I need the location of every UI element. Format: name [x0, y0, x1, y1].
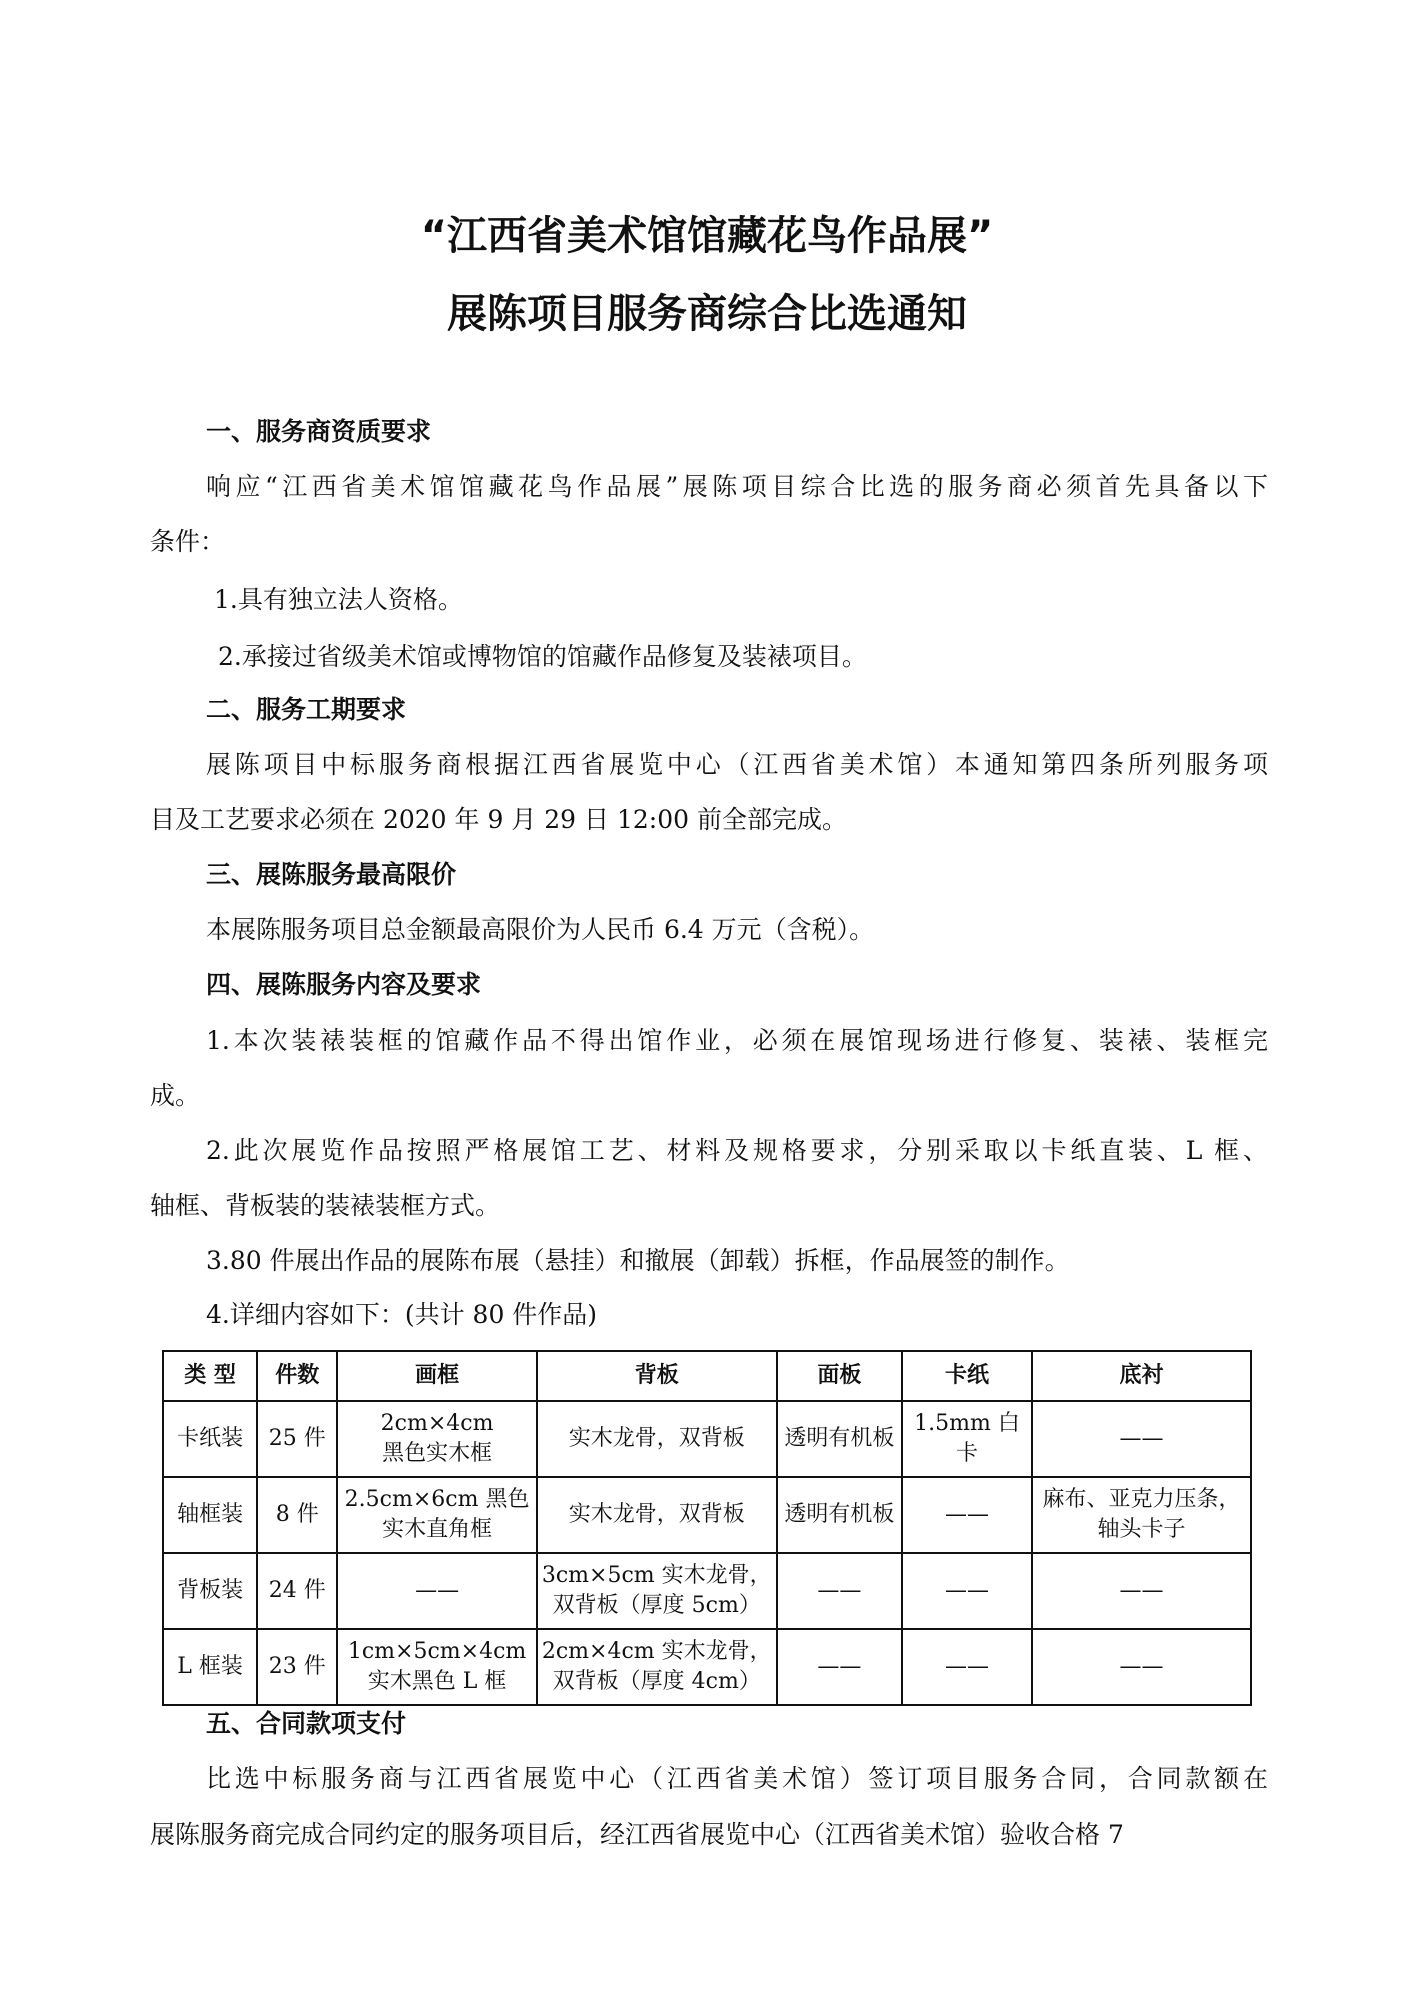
cell-frame-line-2: 黑色实木框 — [382, 1441, 493, 1466]
section-4-item-1-line-1: 1.本次装裱装框的馆藏作品不得出馆作业，必须在展馆现场进行修复、装裱、装框完 — [206, 1026, 1268, 1055]
header-cardboard: 卡纸 — [902, 1351, 1032, 1401]
cell-backboard-line-2: 双背板（厚度 4cm） — [552, 1669, 761, 1694]
cell-count: 23 件 — [257, 1629, 337, 1705]
header-lining: 底衬 — [1032, 1351, 1251, 1401]
cell-frame-line-1: —— — [415, 1578, 460, 1603]
cell-count: 24 件 — [257, 1553, 337, 1629]
cell-cardboard: —— — [902, 1629, 1032, 1705]
cell-cardboard: —— — [902, 1553, 1032, 1629]
cell-lining-line-2: 轴头卡子 — [1097, 1517, 1186, 1542]
cell-lining — [1032, 1553, 1251, 1629]
title-line-2: 展陈项目服务商综合比选通知 — [447, 291, 967, 337]
section-3-heading: 三、展陈服务最高限价 — [206, 860, 457, 889]
section-1-item-2: 2.承接过省级美术馆或博物馆的馆藏作品修复及装裱项目。 — [218, 642, 867, 671]
cell-lining-line-1: —— — [1119, 1426, 1164, 1451]
cell-lining-line-1: —— — [1119, 1654, 1164, 1679]
cell-lining-line-1: —— — [1119, 1578, 1164, 1603]
section-5-paragraph-line-1: 比选中标服务商与江西省展览中心（江西省美术馆）签订项目服务合同，合同款额在 — [206, 1764, 1268, 1793]
cell-count: 8 件 — [257, 1477, 337, 1553]
cell-backboard — [537, 1553, 777, 1629]
table-row — [163, 1477, 1251, 1553]
section-1-paragraph-line-1: 响应“江西省美术馆馆藏花鸟作品展”展陈项目综合比选的服务商必须首先具备以下 — [206, 472, 1268, 501]
section-3-paragraph: 本展陈服务项目总金额最高限价为人民币 6.4 万元（含税）。 — [206, 915, 875, 944]
cell-lining — [1032, 1477, 1251, 1553]
cell-cardboard: 1.5mm 白卡 — [902, 1401, 1032, 1477]
cell-type: 背板装 — [163, 1553, 257, 1629]
header-type: 类 型 — [163, 1351, 257, 1401]
section-1-paragraph-line-2: 条件： — [150, 527, 226, 556]
cell-frame — [337, 1629, 537, 1705]
section-1-item-1: 1.具有独立法人资格。 — [214, 585, 463, 614]
cell-count: 25 件 — [257, 1401, 337, 1477]
header-count: 件数 — [257, 1351, 337, 1401]
cell-backboard-line-1: 2cm×4cm 实木龙骨， — [541, 1639, 772, 1664]
cell-lining — [1032, 1629, 1251, 1705]
section-4-item-2-line-1: 2.此次展览作品按照严格展馆工艺、材料及规格要求，分别采取以卡纸直装、L 框、 — [206, 1136, 1268, 1165]
cell-cardboard: —— — [902, 1477, 1032, 1553]
cell-frame-line-2: 实木黑色 L 框 — [367, 1669, 507, 1694]
cell-lining — [1032, 1401, 1251, 1477]
cell-backboard — [537, 1401, 777, 1477]
header-panel: 面板 — [777, 1351, 902, 1401]
cell-backboard — [537, 1477, 777, 1553]
section-4-item-2-line-2: 轴框、背板装的装裱装框方式。 — [150, 1191, 501, 1220]
cell-frame-line-1: 1cm×5cm×4cm — [347, 1639, 527, 1664]
cell-frame-line-2: 实木直角框 — [382, 1517, 493, 1542]
section-4-item-3: 3.80 件展出作品的展陈布展（悬挂）和撤展（卸载）拆框，作品展签的制作。 — [206, 1246, 1070, 1275]
header-backboard: 背板 — [537, 1351, 777, 1401]
spec-table — [162, 1350, 1252, 1706]
section-4-item-1-line-2: 成。 — [150, 1081, 201, 1110]
table-header-row — [163, 1351, 1251, 1401]
cell-panel: —— — [777, 1629, 902, 1705]
title-line-1: “江西省美术馆馆藏花鸟作品展” — [420, 213, 994, 259]
section-1-heading: 一、服务商资质要求 — [206, 417, 432, 446]
cell-frame — [337, 1553, 537, 1629]
cell-backboard-line-1: 3cm×5cm 实木龙骨， — [541, 1563, 772, 1588]
table-row — [163, 1629, 1251, 1705]
cell-type: L 框装 — [163, 1629, 257, 1705]
header-frame: 画框 — [337, 1351, 537, 1401]
table-row — [163, 1553, 1251, 1629]
cell-backboard-line-2: 双背板（厚度 5cm） — [552, 1593, 761, 1618]
cell-frame — [337, 1401, 537, 1477]
table-row — [163, 1401, 1251, 1477]
cell-panel: 透明有机板 — [777, 1477, 902, 1553]
section-2-paragraph-line-1: 展陈项目中标服务商根据江西省展览中心（江西省美术馆）本通知第四条所列服务项 — [206, 750, 1268, 779]
cell-panel: 透明有机板 — [777, 1401, 902, 1477]
cell-type: 卡纸装 — [163, 1401, 257, 1477]
cell-backboard — [537, 1629, 777, 1705]
section-4-heading: 四、展陈服务内容及要求 — [206, 970, 482, 999]
cell-lining-line-1: 麻布、亚克力压条， — [1042, 1487, 1241, 1512]
section-5-heading: 五、合同款项支付 — [206, 1709, 407, 1738]
cell-type: 轴框装 — [163, 1477, 257, 1553]
section-2-paragraph-line-2: 目及工艺要求必须在 2020 年 9 月 29 日 12:00 前全部完成。 — [150, 805, 847, 834]
cell-panel: —— — [777, 1553, 902, 1629]
cell-frame-line-1: 2cm×4cm — [380, 1411, 494, 1436]
cell-frame — [337, 1477, 537, 1553]
cell-backboard-line-1: 实木龙骨，双背板 — [568, 1502, 745, 1527]
section-5-paragraph-line-2: 展陈服务商完成合同约定的服务项目后，经江西省展览中心（江西省美术馆）验收合格 7 — [150, 1820, 1124, 1849]
cell-backboard-line-1: 实木龙骨，双背板 — [568, 1426, 745, 1451]
section-4-item-4: 4.详细内容如下：(共计 80 件作品) — [206, 1300, 598, 1329]
cell-frame-line-1: 2.5cm×6cm 黑色 — [344, 1487, 530, 1512]
section-2-heading: 二、服务工期要求 — [206, 695, 407, 724]
